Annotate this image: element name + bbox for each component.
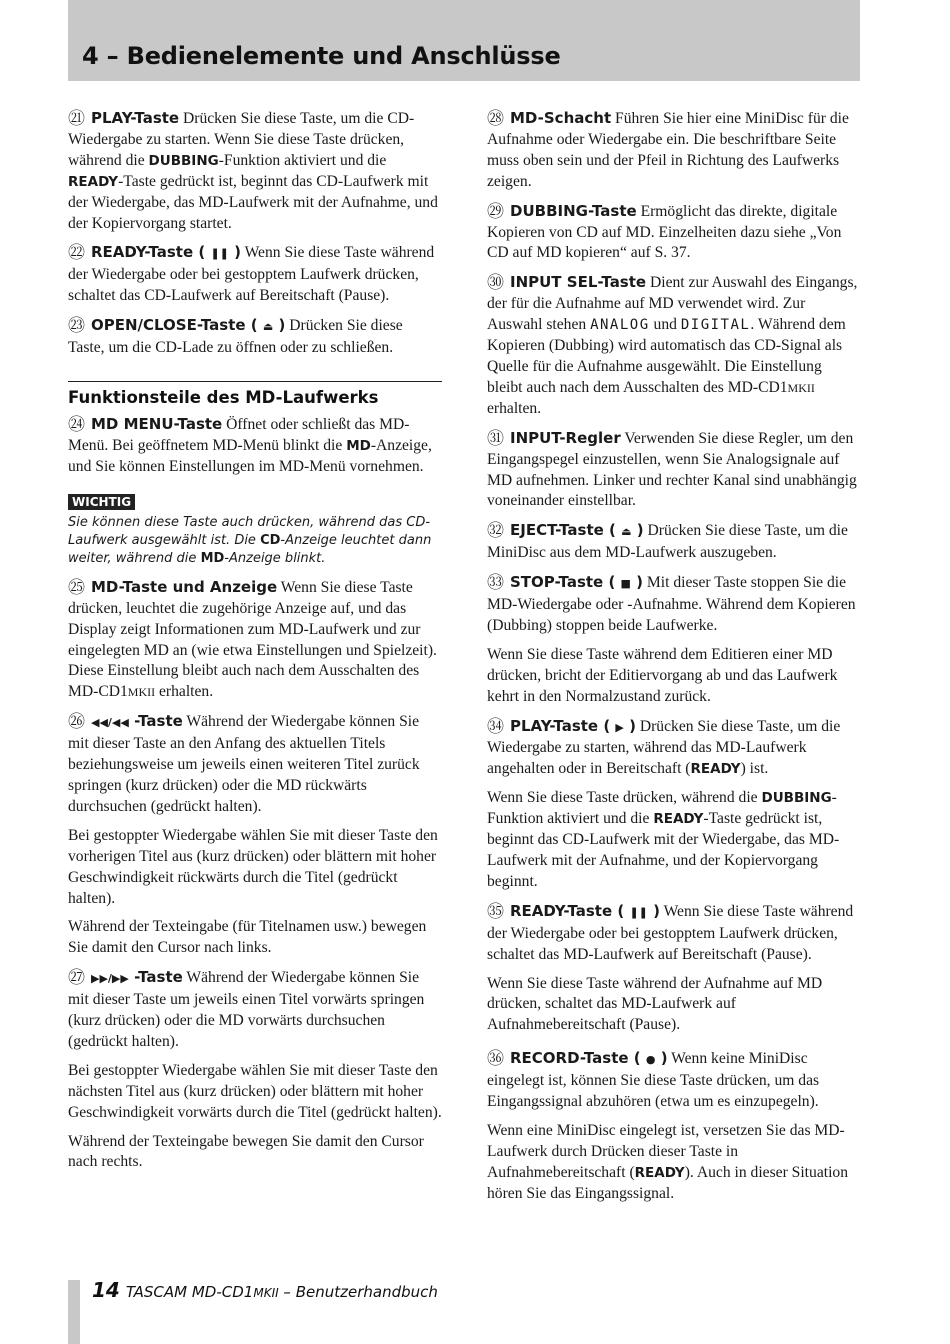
item-key: ) bbox=[273, 316, 286, 335]
item-key: EJECT-Taste ( bbox=[510, 521, 622, 540]
paragraph bbox=[487, 1121, 860, 1205]
item-text: Während der Wiedergabe können Sie mit dieser Taste um jeweils einen Titel vorwärts springen (kurz drücken) oder die MD vorwärts durchsuchen (gedrückt halten). bbox=[68, 969, 425, 1050]
item-text: erhalten. bbox=[155, 683, 214, 701]
item-33 bbox=[487, 572, 860, 637]
term: MD bbox=[200, 551, 225, 567]
item-text: erhalten. bbox=[487, 399, 542, 417]
item-text: Drücken Sie diese Taste, um die MiniDisc aus dem MD-Laufwerk auszugeben. bbox=[487, 522, 848, 562]
item-text: Drücken Sie diese Taste, um die CD-Wiedergabe zu starten. Wenn Sie diese Taste drücken, während die bbox=[68, 110, 415, 169]
skip-forward-icon: ▶▶/▶▶ bbox=[91, 972, 129, 986]
item-number: ㊱ bbox=[487, 1049, 504, 1070]
item-number: ㉔ bbox=[68, 414, 85, 435]
item-key: PLAY-Taste bbox=[91, 109, 180, 127]
item-27 bbox=[68, 967, 442, 1053]
item-key: READY-Taste ( bbox=[91, 243, 211, 262]
item-number: ㉛ bbox=[487, 428, 504, 449]
item-number: ㉖ bbox=[68, 712, 85, 733]
page-footer bbox=[92, 1278, 438, 1302]
item-key: ) bbox=[623, 716, 636, 735]
paragraph-part: ). Auch in dieser Situation hören Sie das Eingangssignal. bbox=[487, 1163, 848, 1202]
term: MD bbox=[346, 437, 371, 454]
item-29 bbox=[487, 201, 860, 265]
item-text: Mit dieser Taste stoppen Sie die MD-Wiedergabe oder -Aufnahme. Während dem Kopieren (Dubbing) stoppen beide Laufwerke. bbox=[487, 574, 856, 634]
item-text: Wenn Sie diese Taste drücken, leuchtet die zugehörige Anzeige auf, und das Display zeigt Informationen zum MD-Laufwerk und zur eingelegten MD an (wie etwa Einstellungen und Spielzeit). Diese Einstellung bleibt auch nach dem Ausschalten des MD-CD1 bbox=[68, 578, 437, 701]
item-34 bbox=[487, 716, 860, 781]
item-number: ㉒ bbox=[68, 243, 85, 264]
item-number: ㉙ bbox=[487, 201, 504, 222]
pause-icon: ❚❚ bbox=[210, 247, 229, 261]
item-key: ) bbox=[647, 901, 660, 920]
item-number: ㉟ bbox=[487, 901, 504, 922]
term: READY bbox=[653, 811, 704, 828]
paragraph bbox=[487, 788, 860, 893]
display-text-analog: ANALOG bbox=[590, 317, 650, 334]
item-35 bbox=[487, 901, 860, 966]
item-key: INPUT-Regler bbox=[510, 428, 621, 447]
item-32 bbox=[487, 520, 860, 564]
item-key: PLAY-Taste ( bbox=[510, 716, 616, 735]
item-number: ㉗ bbox=[68, 968, 85, 989]
item-key: INPUT SEL-Taste bbox=[510, 273, 647, 292]
item-key: ) bbox=[655, 1049, 668, 1068]
right-column bbox=[487, 108, 860, 1213]
eject-icon: ⏏ bbox=[262, 320, 274, 334]
item-text: Wenn Sie diese Taste während der Wiedergabe oder bei gestopptem Laufwerk drücken, schaltet das MD-Laufwerk auf Bereitschaft (Pause). bbox=[487, 902, 854, 963]
footer-brand: TASCAM MD-CD1 bbox=[125, 1283, 254, 1301]
note-text-part: Sie können diese Taste auch drücken, während das CD-Laufwerk ausgewählt ist. Die bbox=[68, 514, 431, 548]
item-number: ㉚ bbox=[487, 273, 504, 294]
paragraph-part: -Funktion aktiviert und die bbox=[487, 789, 837, 828]
page-title: 4 – Bedienelemente und Anschlüsse bbox=[82, 42, 561, 70]
item-key: -Taste bbox=[128, 712, 183, 731]
header-bar bbox=[68, 0, 860, 81]
footer-bar bbox=[68, 1280, 80, 1344]
item-text: Während der Wiedergabe können Sie mit dieser Taste an den Anfang des aktuellen Titels beziehungsweise um jeweils einen weiteren Titel zurück springen (kurz drücken) oder die MD rückwärts durchsuchen (gedrückt halten). bbox=[68, 713, 420, 815]
item-text: und bbox=[649, 316, 681, 334]
item-number: ㉜ bbox=[487, 521, 504, 542]
note-text bbox=[68, 514, 442, 569]
paragraph-part: Wenn eine MiniDisc eingelegt ist, versetzen Sie das MD-Laufwerk durch Drücken dieser Taste in Aufnahmebereitschaft ( bbox=[487, 1121, 845, 1181]
section-divider bbox=[68, 381, 442, 382]
item-28 bbox=[487, 108, 860, 193]
item-key: ) bbox=[228, 243, 241, 262]
item-22 bbox=[68, 242, 442, 307]
term: READY bbox=[68, 173, 119, 190]
item-30 bbox=[487, 272, 860, 419]
eject-icon: ⏏ bbox=[621, 525, 632, 539]
item-text: Drücken Sie diese Taste, um die Wiedergabe zu starten, während das MD-Laufwerk angehalten oder in Bereitschaft ( bbox=[487, 717, 841, 778]
item-text: Dient zur Auswahl des Eingangs, der für die Aufnahme auf MD verwendet wird. Zur Auswahl stehen bbox=[487, 274, 858, 334]
item-24 bbox=[68, 414, 442, 478]
model-suffix: MKII bbox=[127, 685, 156, 700]
paragraph: Wenn Sie diese Taste während der Aufnahme auf MD drücken, schaltet das MD-Laufwerk auf Aufnahmebereitschaft (Pause). bbox=[487, 974, 823, 1034]
item-23 bbox=[68, 315, 442, 359]
display-text-digital: DIGITAL bbox=[680, 317, 751, 334]
item-number: ㉝ bbox=[487, 573, 504, 594]
item-text: -Funktion aktiviert und die bbox=[218, 151, 387, 169]
term: DUBBING bbox=[761, 790, 832, 807]
item-key: READY-Taste ( bbox=[510, 901, 630, 920]
item-number: ㉞ bbox=[487, 716, 504, 737]
item-text: -Anzeige, und Sie können Einstellungen im MD-Menü vornehmen. bbox=[68, 436, 432, 475]
note-text-part: -Anzeige blinkt. bbox=[224, 551, 326, 567]
item-26 bbox=[68, 711, 442, 818]
paragraph-part: Wenn Sie diese Taste drücken, während die bbox=[487, 789, 762, 807]
item-text: Wenn Sie diese Taste während der Wiedergabe oder bei gestopptem Laufwerk drücken, schaltet das CD-Laufwerk auf Bereitschaft (Pause). bbox=[68, 244, 435, 305]
paragraph-part: -Taste gedrückt ist, beginnt das CD-Laufwerk mit der Wiedergabe, das MD-Laufwerk mit der Aufnahme, und der Kopiervorgang beginnt. bbox=[487, 810, 840, 890]
item-number: ㉘ bbox=[487, 109, 504, 129]
paragraph: Bei gestoppter Wiedergabe wählen Sie mit dieser Taste den nächsten Titel aus (kurz drücken) oder blättern mit hoher Geschwindigkeit vorwärts durch die Titel (gedrückt halten). bbox=[68, 1061, 442, 1121]
item-text: -Taste gedrückt ist, beginnt das CD-Laufwerk mit der Wiedergabe, das MD-Laufwerk mit der Aufnahme, und der Kopiervorgang startet. bbox=[68, 172, 438, 232]
item-text: . Während dem Kopieren (Dubbing) wird automatisch das CD-Signal als Quelle für die Aufnahme ausgewählt. Die Einstellung bleibt auch nach dem Ausschalten des MD-CD1 bbox=[487, 316, 846, 396]
item-text: ) ist. bbox=[740, 760, 769, 778]
paragraph: Bei gestoppter Wiedergabe wählen Sie mit dieser Taste den vorherigen Titel aus (kurz drücken) oder blättern mit hoher Geschwindigkeit rückwärts durch die Titel (gedrückt halten). bbox=[68, 826, 438, 907]
item-text: Wenn keine MiniDisc eingelegt ist, können Sie diese Taste drücken, um das Eingangssignal abzuhören (etwa um es einzupegeln). bbox=[487, 1050, 820, 1111]
item-text: Drücken Sie diese Taste, um die CD-Lade zu öffnen oder zu schließen. bbox=[68, 317, 403, 357]
item-25 bbox=[68, 577, 442, 703]
paragraph: Während der Texteingabe (für Titelnamen usw.) bewegen Sie damit den Cursor nach links. bbox=[68, 918, 427, 957]
important-note bbox=[68, 486, 442, 569]
skip-back-icon: ◀◀/◀◀ bbox=[91, 716, 129, 730]
item-21 bbox=[68, 108, 442, 234]
item-36 bbox=[487, 1048, 860, 1113]
important-badge: WICHTIG bbox=[68, 494, 135, 510]
item-key: OPEN/CLOSE-Taste ( bbox=[91, 316, 263, 335]
page-number: 14 bbox=[92, 1278, 120, 1302]
section-title: Funktionsteile des MD-Laufwerks bbox=[68, 387, 379, 407]
item-text: Führen Sie hier eine MiniDisc für die Aufnahme oder Wiedergabe ein. Die beschriftbare Seite muss oben sein und der Pfeil in Richtung des Laufwerks zeigen. bbox=[487, 110, 849, 190]
left-column bbox=[68, 108, 442, 1181]
paragraph: Während der Texteingabe bewegen Sie damit den Cursor nach rechts. bbox=[68, 1132, 424, 1171]
stop-icon: ■ bbox=[620, 577, 631, 591]
pause-icon: ❚❚ bbox=[629, 905, 648, 919]
model-suffix: MKII bbox=[787, 380, 815, 395]
term: READY bbox=[634, 1164, 685, 1181]
item-key: DUBBING-Taste bbox=[510, 201, 637, 220]
item-key: MD-Taste und Anzeige bbox=[91, 577, 278, 596]
item-31 bbox=[487, 428, 860, 513]
item-text: Öffnet oder schließt das MD-Menü. Bei geöffnetem MD-Menü blinkt die bbox=[68, 415, 410, 454]
item-key: MD-Schacht bbox=[510, 109, 612, 127]
term: READY bbox=[690, 761, 741, 778]
term: CD bbox=[260, 533, 281, 548]
item-number: ㉓ bbox=[68, 316, 85, 337]
item-number: ㉑ bbox=[68, 109, 85, 129]
item-number: ㉕ bbox=[68, 577, 85, 598]
item-key: -Taste bbox=[128, 968, 183, 987]
item-key: RECORD-Taste ( bbox=[510, 1049, 646, 1068]
item-text: Ermöglicht das direkte, digitale Kopieren von CD auf MD. Einzelheiten dazu siehe „Von CD auf MD kopieren“ auf S. 37. bbox=[487, 202, 842, 262]
footer-title: – Benutzerhandbuch bbox=[278, 1283, 438, 1301]
item-key: MD MENU-Taste bbox=[91, 414, 223, 433]
item-key: STOP-Taste ( bbox=[510, 573, 621, 592]
item-key: ) bbox=[631, 521, 644, 540]
note-text-part: -Anzeige leuchtet dann weiter, während die bbox=[68, 533, 432, 567]
model-suffix: MKII bbox=[253, 1286, 279, 1300]
record-icon: ● bbox=[645, 1053, 656, 1067]
item-key: ) bbox=[630, 573, 644, 592]
item-text: Verwenden Sie diese Regler, um den Eingangspegel einzustellen, wenn Sie Analogsignale auf MD aufnehmen. Linker und rechter Kanal sind unabhängig voneinander einstellbar. bbox=[487, 429, 857, 510]
play-icon: ▶ bbox=[615, 720, 624, 734]
term: DUBBING bbox=[148, 152, 219, 169]
paragraph: Wenn Sie diese Taste während dem Editieren einer MD drücken, bricht der Editiervorgang ab und das Laufwerk kehrt in den Normalzustand zurück. bbox=[487, 645, 838, 705]
